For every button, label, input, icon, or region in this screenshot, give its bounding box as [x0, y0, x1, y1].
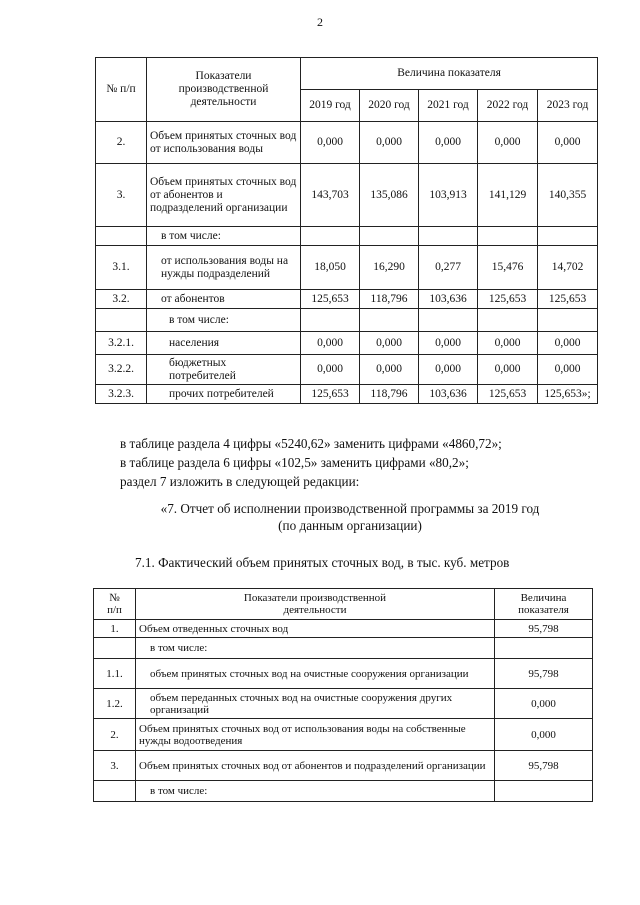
row-value: 0,000: [419, 332, 478, 355]
table-row: [94, 781, 593, 802]
row-no: 1.2.: [94, 689, 136, 719]
table-row: [94, 689, 593, 719]
row-value: 118,796: [360, 385, 419, 404]
row-value: 95,798: [495, 751, 593, 781]
page-number: 2: [317, 15, 323, 29]
table-row: [96, 122, 598, 164]
row-value: 0,000: [478, 332, 538, 355]
section-title-sub: (по данным организации): [278, 518, 422, 533]
table-row: [96, 332, 598, 355]
row-value: 0,000: [538, 122, 598, 164]
row-value: 103,636: [419, 290, 478, 309]
row-label: Объем отведенных сточных вод: [136, 620, 495, 638]
row-label: в том числе:: [136, 781, 495, 802]
row-value: 135,086: [360, 164, 419, 227]
row-label: от абонентов: [147, 290, 301, 309]
row-value: 0,277: [419, 246, 478, 290]
row-label: Объем принятых сточных вод от использования воды: [147, 122, 301, 164]
header-indicator: Показатели производственной деятельности: [136, 589, 495, 620]
section-title: «7. Отчет об исполнении производственной программы за 2019 год: [160, 501, 540, 516]
header-year: 2020 год: [360, 90, 419, 122]
header-no: № п/п: [94, 589, 136, 620]
row-value: 15,476: [478, 246, 538, 290]
row-no: 2.: [94, 719, 136, 751]
row-label: в том числе:: [136, 638, 495, 659]
row-no: 3.2.3.: [96, 385, 147, 404]
amendment-line: раздел 7 изложить в следующей редакции:: [120, 474, 360, 489]
row-no: 3.2.: [96, 290, 147, 309]
row-label: бюджетных потребителей: [147, 355, 301, 385]
header-year: 2021 год: [419, 90, 478, 122]
row-value: 0,000: [478, 122, 538, 164]
row-no: 3.: [94, 751, 136, 781]
production-indicators-table: [95, 57, 598, 404]
row-value: 141,129: [478, 164, 538, 227]
amendment-line: в таблице раздела 6 цифры «102,5» заменить цифрами «80,2»;: [120, 455, 469, 470]
row-label: объем принятых сточных вод на очистные сооружения организации: [136, 659, 495, 689]
row-no: [96, 309, 147, 332]
header-no: № п/п: [96, 58, 147, 122]
row-value: 0,000: [419, 122, 478, 164]
row-value: 103,913: [419, 164, 478, 227]
row-no: [94, 781, 136, 802]
row-label: в том числе:: [147, 227, 301, 246]
row-value: 95,798: [495, 620, 593, 638]
table-row: [94, 638, 593, 659]
header-value: Величина показателя: [495, 589, 593, 620]
row-label: в том числе:: [147, 309, 301, 332]
header-year: 2019 год: [301, 90, 360, 122]
table-row: [94, 751, 593, 781]
amendment-line: в таблице раздела 4 цифры «5240,62» заменить цифрами «4860,72»;: [120, 436, 502, 451]
row-label: населения: [147, 332, 301, 355]
row-value: 103,636: [419, 385, 478, 404]
row-value: 125,653: [478, 385, 538, 404]
row-value: 0,000: [360, 355, 419, 385]
row-label: объем переданных сточных вод на очистные сооружения других организаций: [136, 689, 495, 719]
row-value: 0,000: [360, 122, 419, 164]
row-value: 16,290: [360, 246, 419, 290]
row-label: от использования воды на нужды подразделений: [147, 246, 301, 290]
row-value: 0,000: [301, 122, 360, 164]
row-label: прочих потребителей: [147, 385, 301, 404]
row-value: 125,653: [478, 290, 538, 309]
table-row: [96, 355, 598, 385]
table-row: [96, 227, 598, 246]
row-value: 140,355: [538, 164, 598, 227]
header-value: Величина показателя: [301, 58, 598, 90]
row-no: 3.2.2.: [96, 355, 147, 385]
row-value: 95,798: [495, 659, 593, 689]
header-indicator: Показатели производственной деятельности: [147, 58, 301, 122]
row-value: 143,703: [301, 164, 360, 227]
row-value: 0,000: [419, 355, 478, 385]
row-no: 3.2.1.: [96, 332, 147, 355]
row-value: 0,000: [538, 332, 598, 355]
table-row: [94, 719, 593, 751]
row-label: Объем принятых сточных вод от абонентов и подразделений организации: [136, 751, 495, 781]
row-value: 125,653: [301, 385, 360, 404]
row-value: 18,050: [301, 246, 360, 290]
row-label: Объем принятых сточных вод от использования воды на собственные нужды водоотведения: [136, 719, 495, 751]
table-row: [96, 164, 598, 227]
table-row: [96, 246, 598, 290]
row-no: [94, 638, 136, 659]
row-value: 0,000: [495, 689, 593, 719]
subsection-title: 7.1. Фактический объем принятых сточных вод, в тыс. куб. метров: [135, 555, 510, 570]
row-value: 125,653»;: [538, 385, 598, 404]
row-value: 0,000: [360, 332, 419, 355]
row-value: 0,000: [301, 332, 360, 355]
row-value: 0,000: [538, 355, 598, 385]
wastewater-volume-table: [93, 588, 593, 802]
header-year: 2023 год: [538, 90, 598, 122]
row-value: 14,702: [538, 246, 598, 290]
row-value: 0,000: [301, 355, 360, 385]
table-row: [96, 385, 598, 404]
table-row: [94, 620, 593, 638]
row-label: Объем принятых сточных вод от абонентов и подразделений организации: [147, 164, 301, 227]
row-value: 0,000: [478, 355, 538, 385]
header-year: 2022 год: [478, 90, 538, 122]
table-row: [94, 659, 593, 689]
row-no: 2.: [96, 122, 147, 164]
row-value: 118,796: [360, 290, 419, 309]
table-row: [96, 309, 598, 332]
row-value: 0,000: [495, 719, 593, 751]
row-no: 3.: [96, 164, 147, 227]
row-no: [96, 227, 147, 246]
row-value: 125,653: [301, 290, 360, 309]
row-no: 1.1.: [94, 659, 136, 689]
table-row: [96, 290, 598, 309]
row-no: 3.1.: [96, 246, 147, 290]
row-no: 1.: [94, 620, 136, 638]
row-value: 125,653: [538, 290, 598, 309]
